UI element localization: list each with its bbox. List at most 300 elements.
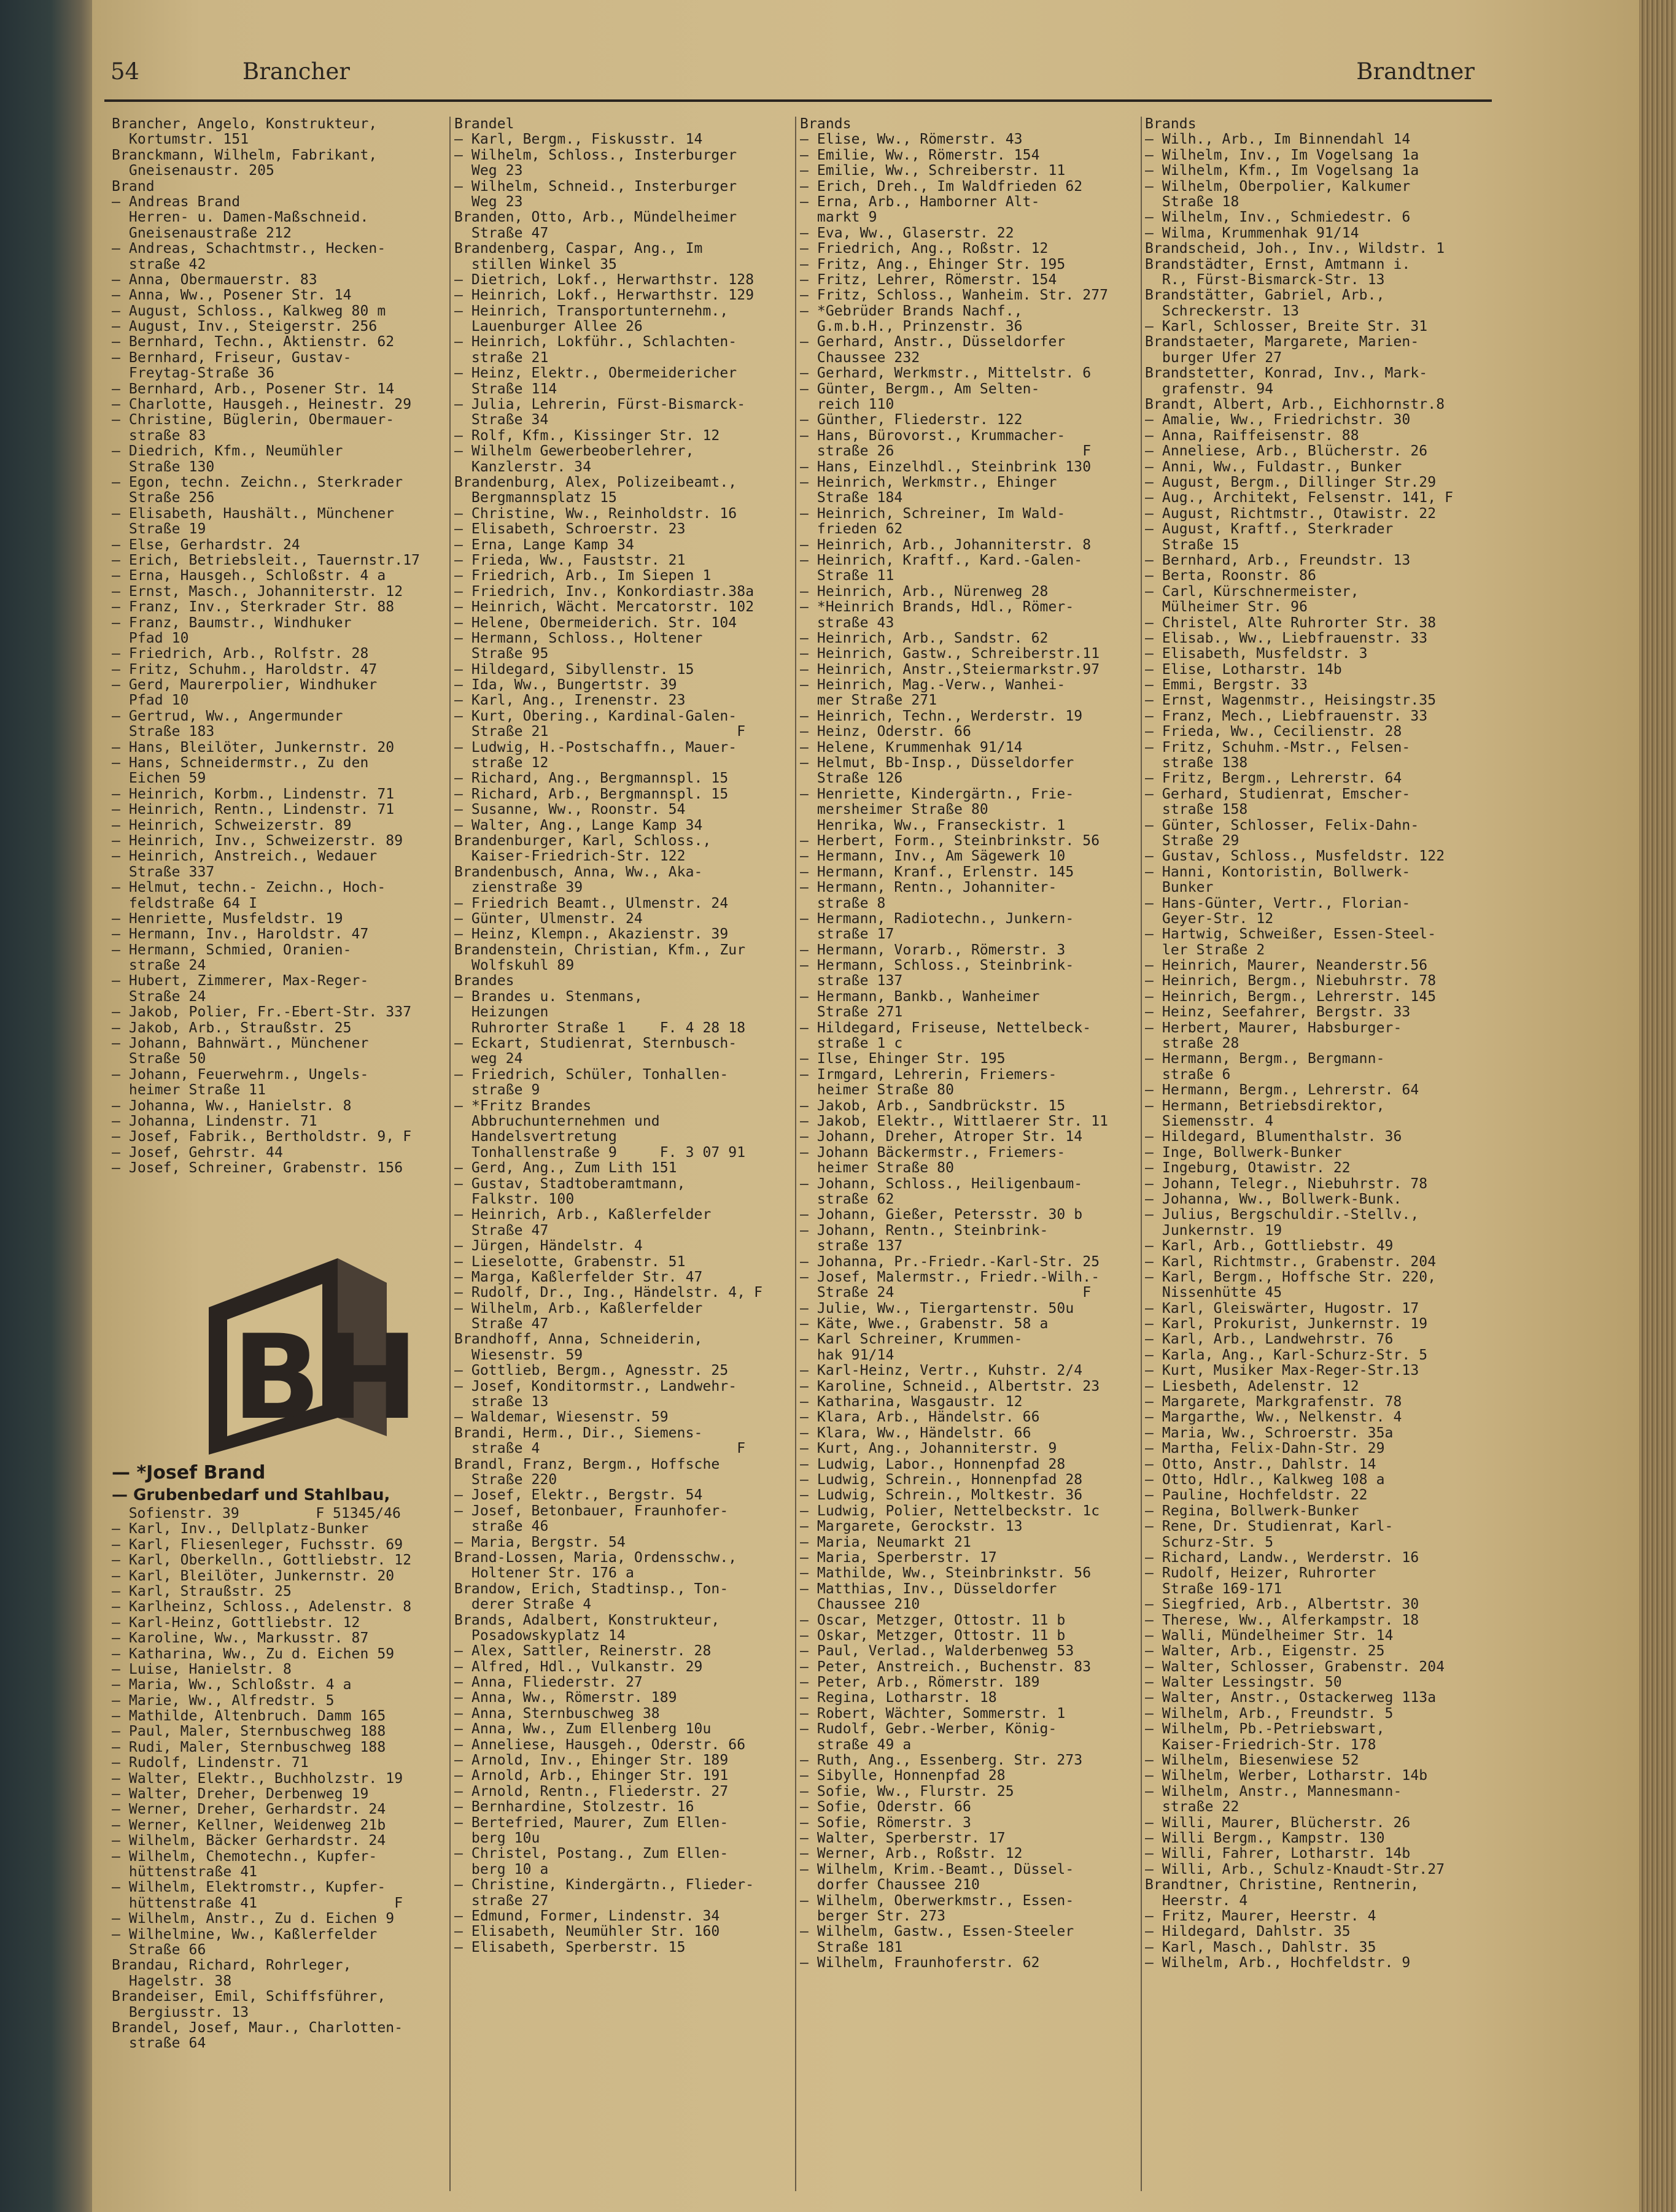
directory-entry-line: — Margarete, Gerockstr. 13 — [800, 1519, 1023, 1535]
directory-entry-line: — Karla, Ang., Karl-Schurz-Str. 5 — [1145, 1347, 1428, 1363]
directory-entry-line: — Fritz, Ang., Ehinger Str. 195 — [800, 257, 1066, 273]
running-head-right: Brandtner — [1356, 58, 1475, 85]
directory-entry-line: Brands, Adalbert, Konstrukteur, — [454, 1612, 720, 1628]
directory-entry-line: — Aug., Architekt, Felsenstr. 141, F — [1145, 490, 1454, 506]
directory-entry-line: — Heinrich, Transportunternehm., — [454, 303, 729, 319]
directory-entry-line: Wolfskuhl 89 — [454, 958, 575, 974]
directory-entry-line: Straße 271 — [800, 1005, 903, 1021]
directory-entry-line: — Andreas, Schachtmstr., Hecken- — [112, 241, 386, 257]
directory-entry-line: — Heinrich, Kraftf., Kard.-Galen- — [800, 552, 1083, 568]
directory-entry-line: — Ruth, Ang., Essenberg. Str. 273 — [800, 1753, 1083, 1769]
directory-entry-line: Geyer-Str. 12 — [1145, 911, 1274, 927]
directory-entry-line: — Willi, Arb., Schulz-Knaudt-Str.27 — [1145, 1862, 1445, 1877]
directory-entry-line: — Arnold, Arb., Ehinger Str. 191 — [454, 1768, 729, 1784]
directory-entry-line: — Rudolf, Heizer, Ruhrorter — [1145, 1566, 1376, 1582]
directory-entry-line: — Anna, Fliederstr. 27 — [454, 1675, 643, 1691]
directory-entry-line: Straße 126 — [800, 771, 903, 787]
directory-entry-line: — Johann, Schloss., Heiligenbaum- — [800, 1176, 1083, 1192]
directory-entry-line: Falkstr. 100 — [454, 1191, 575, 1207]
directory-entry-line: heimer Straße 80 — [800, 1083, 955, 1099]
directory-entry-line: — Christine, Ww., Reinholdstr. 16 — [454, 506, 737, 522]
directory-entry-line: Brandeiser, Emil, Schiffsführer, — [112, 1989, 386, 2005]
directory-entry-line: — Andreas Brand — [112, 194, 241, 210]
directory-entry-line: — Alfred, Hdl., Vulkanstr. 29 — [454, 1659, 703, 1675]
directory-entry-line: — Matthias, Inv., Düsseldorfer — [800, 1581, 1057, 1597]
directory-entry-line: — Gottlieb, Bergm., Agnesstr. 25 — [454, 1363, 729, 1379]
directory-entry-line: berg 10 a — [454, 1862, 549, 1877]
directory-entry-line: Pfad 10 — [112, 630, 189, 646]
directory-entry-line: — Bernhardine, Stolzestr. 16 — [454, 1800, 694, 1816]
directory-entry-line: — Arnold, Rentn., Fliederstr. 27 — [454, 1784, 729, 1800]
directory-entry-line: — Heinrich, Rentn., Lindenstr. 71 — [112, 802, 395, 818]
directory-entry-line: berg 10u — [454, 1830, 540, 1846]
directory-entry-line: — Edmund, Former, Lindenstr. 34 — [454, 1908, 720, 1924]
directory-entry-line: — Sofie, Oderstr. 66 — [800, 1800, 971, 1816]
directory-entry-line: hüttenstraße 41 F — [112, 1895, 403, 1911]
directory-entry-line: — Mathilde, Ww., Steinbrinkstr. 56 — [800, 1566, 1092, 1582]
directory-entry-line: — Josef, Elektr., Bergstr. 54 — [454, 1488, 703, 1504]
directory-entry-line: — Elisabeth, Haushält., Münchener — [112, 506, 395, 522]
directory-entry-line: mersheimer Straße 80 — [800, 802, 988, 818]
directory-entry-line: — Richard, Ang., Bergmannspl. 15 — [454, 771, 729, 787]
directory-entry-line: — Heinz, Oderstr. 66 — [800, 724, 971, 740]
directory-entry-line: straße 8 — [800, 895, 886, 911]
directory-entry-line: — Hans-Günter, Vertr., Florian- — [1145, 895, 1411, 911]
directory-entry-line: straße 27 — [454, 1893, 549, 1909]
directory-entry-line: — Werner, Kellner, Weidenweg 21b — [112, 1817, 386, 1833]
directory-entry-line: straße 46 — [454, 1519, 549, 1535]
directory-entry-line: — Johann, Rentn., Steinbrink- — [800, 1223, 1049, 1239]
directory-entry-line: — August, Schloss., Kalkweg 80 m — [112, 303, 386, 319]
directory-entry-line: — Fritz, Schuhm.-Mstr., Felsen- — [1145, 740, 1411, 756]
directory-entry-line: — Richard, Arb., Bergmannspl. 15 — [454, 786, 729, 802]
directory-entry-line: — Hildegard, Friseuse, Nettelbeck- — [800, 1020, 1092, 1036]
directory-entry-line: mer Straße 271 — [800, 693, 937, 709]
directory-entry-line: — Heinrich, Techn., Werderstr. 19 — [800, 708, 1083, 724]
directory-entry-line: — Helene, Obermeiderich. Str. 104 — [454, 615, 737, 631]
directory-entry-line: Straße 34 — [454, 412, 549, 428]
directory-entry-line: — Hildegard, Blumenthalstr. 36 — [1145, 1129, 1402, 1145]
directory-entry-line: Straße 21 F — [454, 724, 746, 740]
directory-entry-line: — Gerd, Maurerpolier, Windhuker — [112, 678, 378, 694]
directory-entry-line: — Frieda, Ww., Fauststr. 21 — [454, 552, 686, 568]
directory-entry-line: Straße 24 F — [800, 1285, 1092, 1301]
directory-entry-line: — Susanne, Ww., Roonstr. 54 — [454, 802, 686, 818]
directory-entry-line: — Gerhard, Studienrat, Emscher- — [1145, 786, 1411, 802]
directory-entry-line: — Willi, Maurer, Blücherstr. 26 — [1145, 1815, 1411, 1831]
directory-entry-line: — Karoline, Schneid., Albertstr. 23 — [800, 1379, 1100, 1394]
directory-entry-line: Brandau, Richard, Rohrleger, — [112, 1958, 352, 1974]
directory-entry-line: straße 138 — [1145, 756, 1248, 771]
directory-entry-line: hüttenstraße 41 — [112, 1865, 258, 1880]
directory-entry-line: — Heinrich, Anstreich., Wedauer — [112, 849, 378, 865]
directory-entry-line: Brandt, Albert, Arb., Eichhornstr.8 — [1145, 397, 1445, 413]
directory-entry-line: — Maria, Sperberstr. 17 — [800, 1550, 997, 1566]
directory-entry-line: — Hanni, Kontoristin, Bollwerk- — [1145, 864, 1411, 880]
directory-entry-line: — Walter, Dreher, Derbenweg 19 — [112, 1787, 369, 1803]
directory-entry-line: — August, Kraftf., Sterkrader — [1145, 522, 1394, 538]
directory-entry-line: Straße 47 — [454, 1317, 549, 1332]
directory-entry-line: — Elisabeth, Sperberstr. 15 — [454, 1939, 686, 1955]
directory-entry-line: Brandel — [454, 117, 514, 132]
directory-entry-line: — Peter, Anstreich., Buchenstr. 83 — [800, 1659, 1092, 1675]
directory-entry-line: Brandi, Herm., Dir., Siemens- — [454, 1425, 703, 1441]
directory-entry-line: — Friedrich, Inv., Konkordiastr.38a — [454, 584, 755, 600]
directory-entry-line: — Willi, Fahrer, Lotharstr. 14b — [1145, 1846, 1411, 1862]
directory-entry-line: Straße 18 — [1145, 194, 1240, 210]
directory-entry-line: Straße 66 — [112, 1942, 206, 1958]
ad-name: — *Josef Brand — [112, 1462, 266, 1483]
column-2 — [454, 117, 798, 1955]
directory-entry-line: — Amalie, Ww., Friedrichstr. 30 — [1145, 412, 1411, 428]
directory-entry-line: straße 21 — [454, 350, 549, 366]
directory-entry-line: — Hermann, Schmied, Oranien- — [112, 942, 352, 958]
directory-entry-line: hak 91/14 — [800, 1347, 894, 1363]
directory-entry-line: — Friedrich, Schüler, Tonhallen- — [454, 1067, 729, 1083]
directory-entry-line: straße 24 — [112, 958, 206, 974]
directory-entry-line: — Heinrich, Gastw., Schreiberstr.11 — [800, 646, 1100, 662]
directory-entry-line: Brandl, Franz, Bergm., Hoffsche — [454, 1456, 720, 1472]
directory-entry-line: — Wilhelm, Kfm., Im Vogelsang 1a — [1145, 163, 1419, 179]
directory-entry-line: berger Str. 273 — [800, 1908, 946, 1924]
directory-entry-line: — Karl, Straußstr. 25 — [112, 1584, 292, 1599]
directory-entry-line: — Henriette, Musfeldstr. 19 — [112, 911, 343, 927]
directory-entry-line: — Maria, Ww., Schroerstr. 35a — [1145, 1425, 1394, 1441]
directory-entry-line: — August, Inv., Steigerstr. 256 — [112, 319, 378, 335]
directory-entry-line: Holtener Str. 176 a — [454, 1566, 634, 1582]
directory-entry-line: — Christel, Postang., Zum Ellen- — [454, 1846, 729, 1862]
directory-entry-line: Brandow, Erich, Stadtinsp., Ton- — [454, 1581, 729, 1597]
directory-entry-line: — Anna, Ww., Römerstr. 189 — [454, 1690, 677, 1706]
directory-entry-line: — Diedrich, Kfm., Neumühler — [112, 444, 343, 460]
directory-entry-line: G.m.b.H., Prinzenstr. 36 — [800, 319, 1023, 335]
directory-entry-line: — Herbert, Maurer, Habsburger- — [1145, 1020, 1402, 1036]
directory-entry-line: — Walter, Schlosser, Grabenstr. 204 — [1145, 1659, 1445, 1675]
directory-entry-line: — Pauline, Hochfeldstr. 22 — [1145, 1488, 1368, 1504]
directory-entry-line: — Bernhard, Techn., Aktienstr. 62 — [112, 335, 395, 350]
directory-entry-line: — Jakob, Arb., Straußstr. 25 — [112, 1020, 352, 1036]
directory-entry-line: zienstraße 39 — [454, 880, 583, 896]
directory-entry-line: — Josef, Fabrik., Bertholdstr. 9, F — [112, 1129, 412, 1145]
directory-entry-line: Straße 130 — [112, 459, 215, 475]
directory-entry-line: Straße 15 — [1145, 537, 1240, 553]
directory-entry-line: — Friedrich, Ang., Roßstr. 12 — [800, 241, 1049, 257]
directory-entry-line: — Elisabeth, Schroerstr. 23 — [454, 522, 686, 538]
directory-entry-line: — Brandes u. Stenmans, — [454, 989, 643, 1005]
directory-entry-line: Junkernstr. 19 — [1145, 1223, 1282, 1239]
column-1 — [112, 117, 456, 1177]
directory-entry-line: — Gerhard, Werkmstr., Mittelstr. 6 — [800, 366, 1092, 382]
directory-entry-line: — Friedrich, Arb., Rolfstr. 28 — [112, 646, 369, 662]
directory-entry-line: — Walter, Sperberstr. 17 — [800, 1830, 1006, 1846]
directory-entry-line: — Erna, Arb., Hamborner Alt- — [800, 194, 1040, 210]
directory-entry-line: straße 42 — [112, 257, 206, 273]
directory-entry-line: — Heinz, Klempn., Akazienstr. 39 — [454, 927, 729, 943]
directory-entry-line: — Wilhelm, Arb., Hochfeldstr. 9 — [1145, 1955, 1411, 1971]
directory-entry-line: — Anna, Sternbuschweg 38 — [454, 1706, 660, 1722]
directory-entry-line: straße 17 — [800, 927, 894, 943]
directory-entry-line: Straße 29 — [1145, 833, 1240, 849]
directory-entry-line: Mülheimer Str. 96 — [1145, 600, 1308, 616]
directory-entry-line: Straße 50 — [112, 1051, 206, 1067]
directory-entry-line: — Wilhelm, Bäcker Gerhardstr. 24 — [112, 1833, 386, 1849]
directory-entry-line: — Hans, Bleilöter, Junkernstr. 20 — [112, 740, 395, 756]
directory-entry-line: — Heinrich, Mag.-Verw., Wanhei- — [800, 678, 1066, 694]
directory-entry-line: Bergiusstr. 13 — [112, 2005, 249, 2021]
directory-entry-line: — Anna, Raiffeisenstr. 88 — [1145, 428, 1359, 444]
directory-entry-line: — Jakob, Elektr., Wittlaerer Str. 11 — [800, 1114, 1109, 1129]
directory-entry-line: Straße 95 — [454, 646, 549, 662]
directory-entry-line: — Heinrich, Arb., Nürenweg 28 — [800, 584, 1049, 600]
directory-entry-line: — Emmi, Bergstr. 33 — [1145, 678, 1308, 694]
directory-entry-line: — Maria, Bergstr. 54 — [454, 1534, 626, 1550]
book-binding — [0, 0, 92, 2212]
directory-entry-line: — Hans, Bürovorst., Krummacher- — [800, 428, 1066, 444]
directory-entry-line: Eichen 59 — [112, 771, 206, 787]
directory-entry-line: — Karl, Inv., Dellplatz-Bunker — [112, 1522, 369, 1537]
directory-entry-line: — Kurt, Obering., Kardinal-Galen- — [454, 708, 737, 724]
directory-entry-line: Chaussee 210 — [800, 1597, 920, 1613]
directory-entry-line: Abbruchunternehmen und — [454, 1114, 660, 1129]
directory-entry-line: — Rolf, Kfm., Kissinger Str. 12 — [454, 428, 720, 444]
directory-entry-line: — Peter, Arb., Römerstr. 189 — [800, 1675, 1040, 1691]
directory-entry-line: Straße 114 — [454, 381, 557, 397]
directory-entry-line: — August, Bergm., Dillinger Str.29 — [1145, 474, 1437, 490]
directory-entry-line: — Karl, Arb., Landwehrstr. 76 — [1145, 1332, 1394, 1348]
directory-entry-line: — Günter, Bergm., Am Selten- — [800, 381, 1040, 397]
directory-entry-line: — Karl, Bergm., Hoffsche Str. 220, — [1145, 1269, 1437, 1285]
directory-entry-line: — Julie, Ww., Tiergartenstr. 50u — [800, 1301, 1074, 1317]
directory-entry-line: Straße 24 — [112, 989, 206, 1005]
directory-entry-line: Bunker — [1145, 880, 1214, 896]
directory-entry-line: — Wilhelm, Chemotechn., Kupfer- — [112, 1849, 378, 1865]
directory-entry-line: — Heinrich, Arb., Kaßlerfelder — [454, 1207, 712, 1223]
directory-entry-line: — Wilhelm, Gastw., Essen-Steeler — [800, 1924, 1074, 1940]
directory-entry-line: straße 6 — [1145, 1067, 1231, 1083]
column-1-continued — [112, 1522, 456, 2051]
directory-entry-line: — Ilse, Ehinger Str. 195 — [800, 1051, 1006, 1067]
directory-entry-line: — Franz, Inv., Sterkrader Str. 88 — [112, 600, 395, 616]
directory-entry-line: — Hans, Schneidermstr., Zu den — [112, 756, 369, 771]
directory-entry-line: — Bertefried, Maurer, Zum Ellen- — [454, 1815, 729, 1831]
directory-entry-line: — Jürgen, Händelstr. 4 — [454, 1239, 643, 1255]
directory-entry-line: — Josef, Gehrstr. 44 — [112, 1145, 283, 1161]
directory-entry-line: feldstraße 64 I — [112, 895, 258, 911]
directory-entry-line: — Robert, Wächter, Sommerstr. 1 — [800, 1706, 1066, 1722]
directory-entry-line: — Bernhard, Arb., Posener Str. 14 — [112, 381, 395, 397]
directory-entry-line: — Wilhelm, Werber, Lotharstr. 14b — [1145, 1768, 1428, 1784]
directory-entry-line: — Karl-Heinz, Gottliebstr. 12 — [112, 1615, 360, 1631]
directory-entry-line: Henrika, Ww., Franseckistr. 1 — [800, 818, 1066, 833]
directory-entry-line: Brand — [112, 179, 155, 195]
directory-entry-line: Kaiser-Friedrich-Str. 122 — [454, 849, 686, 865]
directory-entry-line: Kanzlerstr. 34 — [454, 459, 592, 475]
directory-entry-line: Straße 183 — [112, 724, 215, 740]
directory-entry-line: — Karl, Masch., Dahlstr. 35 — [1145, 1939, 1376, 1955]
directory-entry-line: straße 64 — [112, 2036, 206, 2052]
directory-entry-line: — Eckart, Studienrat, Sternbusch- — [454, 1036, 737, 1052]
directory-entry-line: — Walter, Elektr., Buchholzstr. 19 — [112, 1771, 403, 1787]
directory-entry-line: — Heinrich, Bergm., Niebuhrstr. 78 — [1145, 973, 1437, 989]
directory-entry-line: — Richard, Landw., Werderstr. 16 — [1145, 1550, 1419, 1566]
directory-entry-line: — Herbert, Form., Steinbrinkstr. 56 — [800, 833, 1100, 849]
directory-entry-line: Brandtner, Christine, Rentnerin, — [1145, 1877, 1419, 1893]
directory-entry-line: — Ludwig, H.-Postschaffn., Mauer- — [454, 740, 737, 756]
directory-entry-line: — Josef, Malermstr., Friedr.-Wilh.- — [800, 1269, 1100, 1285]
directory-entry-line: straße 83 — [112, 428, 206, 444]
directory-entry-line: — Franz, Mech., Liebfrauenstr. 33 — [1145, 708, 1428, 724]
directory-entry-line: — Hermann, Bergm., Lehrerstr. 64 — [1145, 1083, 1419, 1099]
directory-entry-line: Brancher, Angelo, Konstrukteur, — [112, 117, 378, 132]
directory-entry-line: — Martha, Felix-Dahn-Str. 29 — [1145, 1441, 1385, 1457]
directory-entry-line: — Otto, Anstr., Dahlstr. 14 — [1145, 1456, 1376, 1472]
directory-entry-line: — Johanna, Pr.-Friedr.-Karl-Str. 25 — [800, 1254, 1100, 1270]
directory-entry-line: — Wilhelm, Schneid., Insterburger — [454, 179, 737, 195]
directory-entry-line: Weg 23 — [454, 194, 523, 210]
directory-entry-line: — Arnold, Inv., Ehinger Str. 189 — [454, 1753, 729, 1769]
directory-entry-line: — Ernst, Wagenmstr., Heisingstr.35 — [1145, 693, 1437, 709]
directory-entry-line: straße 4 F — [454, 1441, 746, 1457]
directory-entry-line: Brandenburger, Karl, Schloss., — [454, 833, 712, 849]
directory-entry-line: Straße 184 — [800, 490, 903, 506]
directory-entry-line: — Wilhelm, Fraunhoferstr. 62 — [800, 1955, 1040, 1971]
directory-entry-line: — Karl-Heinz, Vertr., Kuhstr. 2/4 — [800, 1363, 1083, 1379]
directory-entry-line: Brandenburg, Alex, Polizeibeamt., — [454, 474, 737, 490]
directory-entry-line: — Helmut, Bb-Insp., Düsseldorfer — [800, 756, 1074, 771]
directory-entry-line: — Margarete, Markgrafenstr. 78 — [1145, 1394, 1402, 1410]
directory-entry-line: straße 13 — [454, 1394, 549, 1410]
directory-entry-line: — Wilma, Krummenhak 91/14 — [1145, 225, 1359, 241]
directory-entry-line: dorfer Chaussee 210 — [800, 1877, 980, 1893]
directory-entry-line: — Josef, Betonbauer, Fraunhofer- — [454, 1503, 729, 1519]
directory-entry-line: — Heinrich, Arb., Sandstr. 62 — [800, 630, 1049, 646]
directory-entry-line: — Marie, Ww., Alfredstr. 5 — [112, 1693, 335, 1709]
bh-logo — [184, 1234, 442, 1467]
directory-entry-line: — Maria, Ww., Schloßstr. 4 a — [112, 1677, 352, 1693]
directory-entry-line: Tonhallenstraße 9 F. 3 07 91 — [454, 1145, 746, 1161]
directory-entry-line: — *Heinrich Brands, Hdl., Römer- — [800, 600, 1074, 616]
directory-entry-line: — Julia, Lehrerin, Fürst-Bismarck- — [454, 397, 746, 413]
directory-entry-line: — Charlotte, Hausgeh., Heinestr. 29 — [112, 397, 412, 413]
directory-entry-line: Wiesenstr. 59 — [454, 1347, 583, 1363]
directory-entry-line: — Ludwig, Labor., Honnenpfad 28 — [800, 1456, 1066, 1472]
directory-entry-line: — Klara, Arb., Händelstr. 66 — [800, 1410, 1040, 1426]
directory-entry-line: — Hermann, Rentn., Johanniter- — [800, 880, 1057, 896]
directory-entry-line: — Heinz, Elektr., Obermeidericher — [454, 366, 737, 382]
directory-entry-line: — Alex, Sattler, Reinerstr. 28 — [454, 1644, 712, 1660]
page-edge — [1639, 0, 1676, 2212]
ad-business: — Grubenbedarf und Stahlbau, — [112, 1486, 390, 1504]
directory-entry-line: Brandhoff, Anna, Schneiderin, — [454, 1332, 703, 1348]
directory-entry-line: — Elise, Ww., Römerstr. 43 — [800, 132, 1023, 148]
ad-address: Sofienstr. 39 F 51345/46 — [112, 1506, 401, 1522]
directory-entry-line: straße 158 — [1145, 802, 1248, 818]
directory-entry-line: — Lieselotte, Grabenstr. 51 — [454, 1254, 686, 1270]
directory-entry-line: Brandel, Josef, Maur., Charlotten- — [112, 2020, 403, 2036]
directory-entry-line: — Gustav, Schloss., Musfeldstr. 122 — [1145, 849, 1445, 865]
directory-entry-line: — Erich, Dreh., Im Waldfrieden 62 — [800, 179, 1083, 195]
directory-entry-line: — Hubert, Zimmerer, Max-Reger- — [112, 973, 369, 989]
directory-entry-line: Brandenberg, Caspar, Ang., Im — [454, 241, 703, 257]
directory-entry-line: — Rudi, Maler, Sternbuschweg 188 — [112, 1739, 386, 1755]
directory-entry-line: — Wilhelm, Inv., Im Vogelsang 1a — [1145, 147, 1419, 163]
directory-entry-line: — Heinrich, Schreiner, Im Wald- — [800, 506, 1066, 522]
directory-entry-line: Branden, Otto, Arb., Mündelheimer — [454, 210, 737, 226]
directory-entry-line: — Wilhelm, Anstr., Mannesmann- — [1145, 1784, 1402, 1800]
directory-entry-line: markt 9 — [800, 210, 877, 226]
directory-entry-line: — Wilhelm, Elektromstr., Kupfer- — [112, 1880, 386, 1896]
directory-entry-line: — Klara, Ww., Händelstr. 66 — [800, 1425, 1031, 1441]
directory-entry-line: Brands — [800, 117, 852, 132]
directory-entry-line: — Gertrud, Ww., Angermunder — [112, 708, 343, 724]
directory-entry-line: heimer Straße 80 — [800, 1161, 955, 1177]
directory-entry-line: Straße 220 — [454, 1472, 557, 1488]
directory-entry-line: — Oscar, Metzger, Ottostr. 11 b — [800, 1612, 1066, 1628]
directory-entry-line: — Johann, Feuerwehrm., Ungels- — [112, 1067, 369, 1083]
directory-entry-line: — Josef, Schreiner, Grabenstr. 156 — [112, 1161, 403, 1177]
directory-entry-line: — Hermann, Bankb., Wanheimer — [800, 989, 1040, 1005]
directory-entry-line: — Hermann, Schloss., Holtener — [454, 630, 703, 646]
directory-entry-line: R., Fürst-Bismarck-Str. 13 — [1145, 272, 1385, 288]
directory-entry-line: Brands — [1145, 117, 1197, 132]
directory-entry-line: — Regina, Lotharstr. 18 — [800, 1690, 997, 1706]
directory-entry-line: — Kurt, Ang., Johanniterstr. 9 — [800, 1441, 1057, 1457]
directory-entry-line: Straße 256 — [112, 490, 215, 506]
directory-entry-line: — Hermann, Radiotechn., Junkern- — [800, 911, 1074, 927]
directory-entry-line: — Jakob, Arb., Sandbrückstr. 15 — [800, 1098, 1066, 1114]
directory-entry-line: — Bernhard, Arb., Freundstr. 13 — [1145, 552, 1411, 568]
directory-entry-line: — Bernhard, Friseur, Gustav- — [112, 350, 352, 366]
directory-entry-line: — Johann, Gießer, Petersstr. 30 b — [800, 1207, 1083, 1223]
directory-entry-line: — Karl, Oberkelln., Gottliebstr. 12 — [112, 1553, 412, 1569]
directory-entry-line: — Karl, Arb., Gottliebstr. 49 — [1145, 1239, 1394, 1255]
josef-brand-ad — [112, 1462, 456, 2052]
directory-entry-line: — Mathilde, Altenbruch. Damm 165 — [112, 1709, 386, 1725]
directory-entry-line: — Walter Lessingstr. 50 — [1145, 1675, 1342, 1691]
directory-entry-line: — Anneliese, Hausgeh., Oderstr. 66 — [454, 1737, 746, 1753]
directory-entry-line: — Günter, Ulmenstr. 24 — [454, 911, 643, 927]
directory-entry-line: — Christine, Büglerin, Obermauer- — [112, 412, 395, 428]
directory-entry-line: Brandstätter, Gabriel, Arb., — [1145, 288, 1385, 304]
directory-entry-line: — Ludwig, Schrein., Honnenpfad 28 — [800, 1472, 1083, 1488]
directory-entry-line: — Otto, Hdlr., Kalkweg 108 a — [1145, 1472, 1385, 1488]
directory-entry-line: — Karl, Fliesenleger, Fuchsstr. 69 — [112, 1537, 403, 1553]
directory-entry-line: — Walter, Anstr., Ostackerweg 113a — [1145, 1690, 1437, 1706]
directory-entry-line: — Karlheinz, Schloss., Adelenstr. 8 — [112, 1599, 412, 1615]
directory-entry-line: Schreckerstr. 13 — [1145, 303, 1300, 319]
directory-entry-line: — Friedrich, Arb., Im Siepen 1 — [454, 568, 712, 584]
directory-entry-line: — Heinrich, Inv., Schweizerstr. 89 — [112, 833, 403, 849]
directory-entry-line: straße 49 a — [800, 1737, 912, 1753]
directory-entry-line: — Katharina, Ww., Zu d. Eichen 59 — [112, 1646, 395, 1662]
directory-entry-line: — Heinrich, Lokführ., Schlachten- — [454, 335, 737, 350]
directory-entry-line: — Heinrich, Lokf., Herwarthstr. 129 — [454, 288, 755, 304]
directory-entry-line: straße 1 c — [800, 1036, 903, 1052]
directory-entry-line: — Sibylle, Honnenpfad 28 — [800, 1768, 1006, 1784]
page-number: 54 — [111, 58, 140, 85]
directory-entry-line: — Jakob, Polier, Fr.-Ebert-Str. 337 — [112, 1005, 412, 1021]
directory-entry-line: — Oskar, Metzger, Ottostr. 11 b — [800, 1628, 1066, 1644]
directory-entry-line: — Wilhelm, Oberpolier, Kalkumer — [1145, 179, 1411, 195]
directory-entry-line: — Elisabeth, Neumühler Str. 160 — [454, 1924, 720, 1940]
directory-entry-line: straße 12 — [454, 756, 549, 771]
directory-entry-line: — Wilhelm, Schloss., Insterburger — [454, 147, 737, 163]
directory-entry-line: Hagelstr. 38 — [112, 1973, 232, 1989]
directory-entry-line: stillen Winkel 35 — [454, 257, 617, 273]
directory-entry-line: — Fritz, Lehrer, Römerstr. 154 — [800, 272, 1057, 288]
directory-entry-line: — Heinrich, Maurer, Neanderstr.56 — [1145, 958, 1428, 974]
directory-entry-line: — Katharina, Wasgaustr. 12 — [800, 1394, 1023, 1410]
